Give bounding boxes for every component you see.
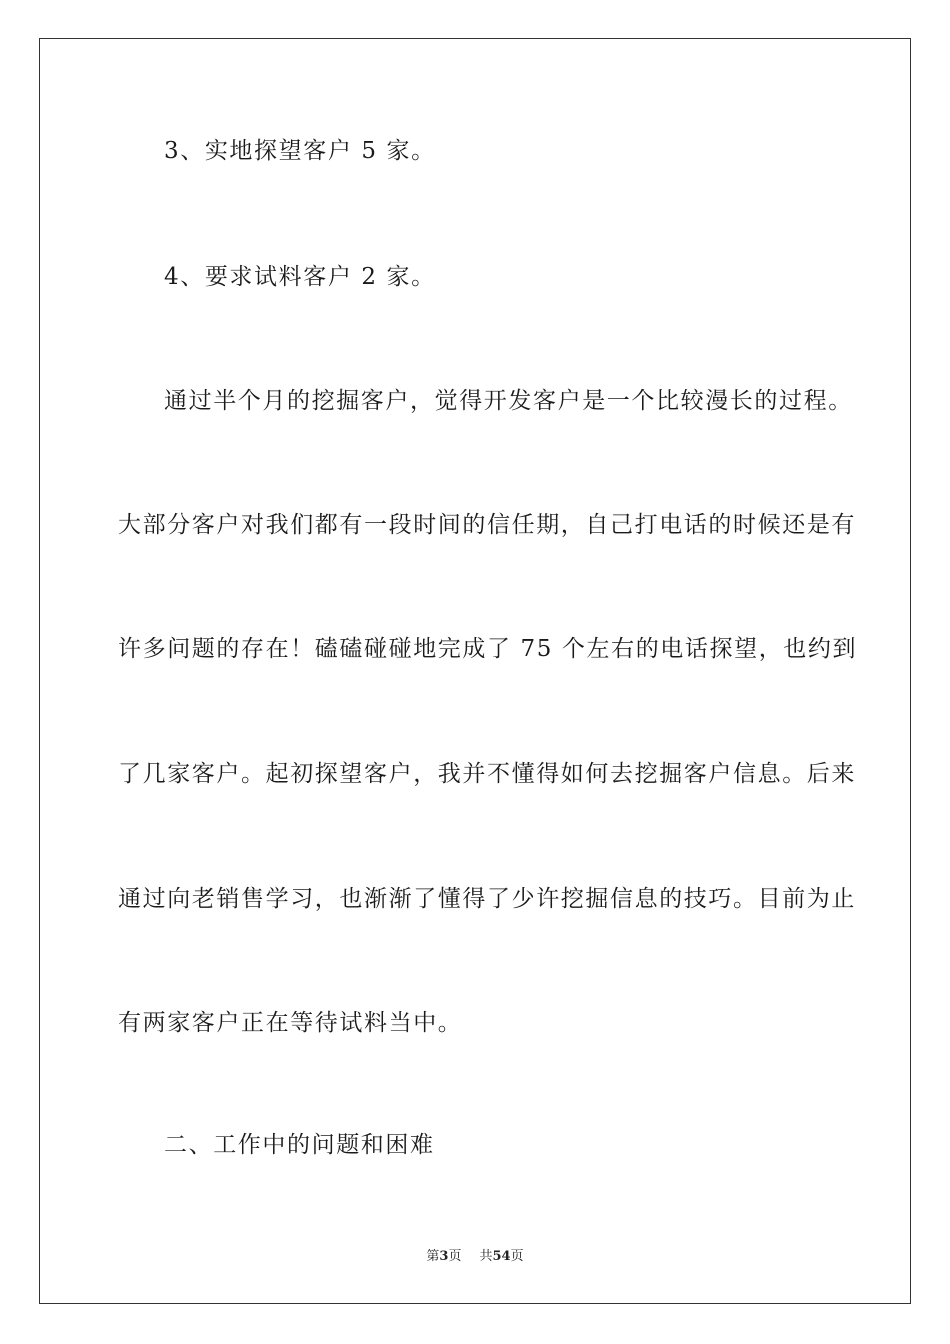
paragraph-line: 通过向老销售学习，也渐渐了懂得了少许挖掘信息的技巧。目前为止 xyxy=(118,886,856,912)
footer-total-prefix: 共 xyxy=(479,1249,493,1264)
paragraph-line: 大部分客户对我们都有一段时间的信任期，自己打电话的时候还是有 xyxy=(118,512,856,538)
footer-page-number: 3 xyxy=(439,1249,449,1264)
paragraph-line: 许多问题的存在！磕磕碰碰地完成了 75 个左右的电话探望，也约到 xyxy=(118,636,858,662)
footer-page-suffix: 页 xyxy=(448,1249,462,1264)
paragraph-line: 有两家客户正在等待试料当中。 xyxy=(118,1010,463,1036)
list-item-visit-customers: 3、实地探望客户 5 家。 xyxy=(164,138,436,164)
list-item-trial-customers: 4、要求试料客户 2 家。 xyxy=(164,264,436,290)
footer-total-pages: 54 xyxy=(492,1249,511,1264)
paragraph-line: 通过半个月的挖掘客户，觉得开发客户是一个比较漫长的过程。 xyxy=(164,388,853,414)
paragraph-line: 了几家客户。起初探望客户，我并不懂得如何去挖掘客户信息。后来 xyxy=(118,761,856,787)
section-heading: 二、工作中的问题和困难 xyxy=(164,1132,435,1158)
footer-total-suffix: 页 xyxy=(510,1249,524,1264)
page-border xyxy=(39,38,911,1304)
footer-page-prefix: 第 xyxy=(426,1249,440,1264)
page-footer xyxy=(0,1248,950,1266)
